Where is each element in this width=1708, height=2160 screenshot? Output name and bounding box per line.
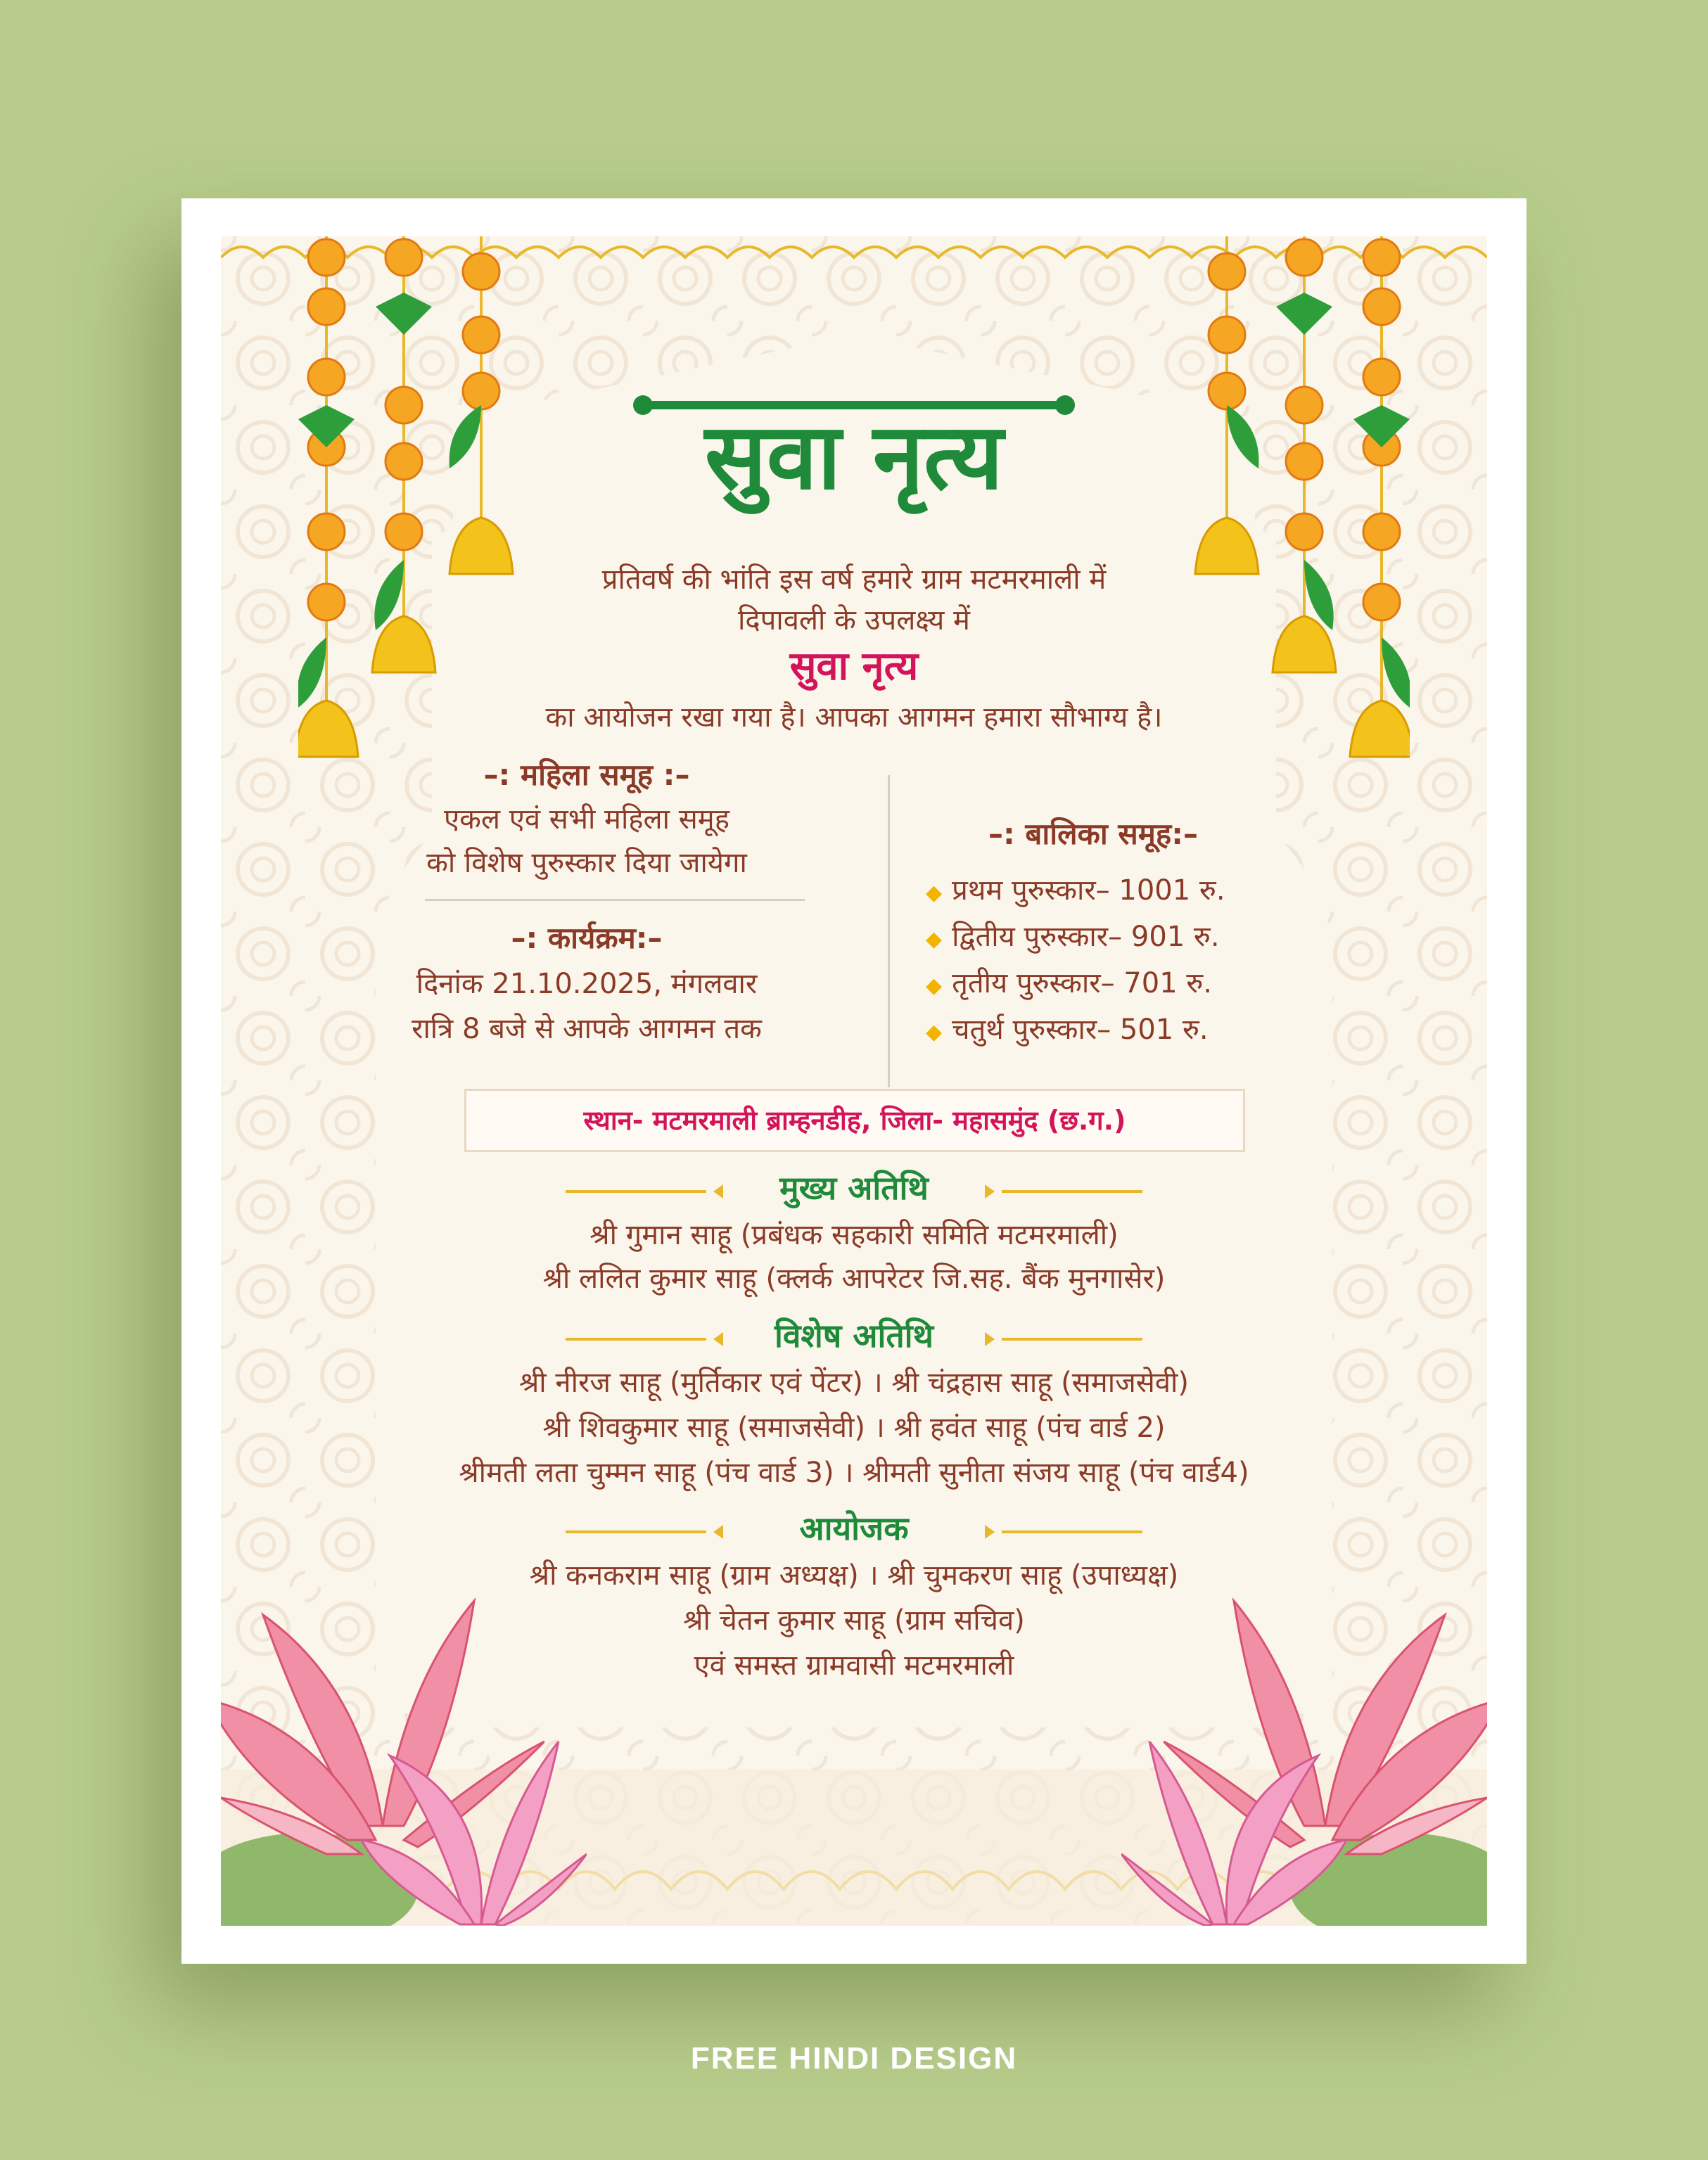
divider (425, 899, 805, 901)
organizer-line: श्री कनकराम साहू (ग्राम अध्यक्ष) । श्री चुमकरण साहू (उपाध्यक्ष) (529, 1559, 1179, 1592)
special-guest-heading: विशेष अतिथि (775, 1317, 933, 1355)
diamond-bullet-icon: ◆ (926, 881, 943, 905)
chief-guest-line: श्री ललित कुमार साहू (क्लर्क आपरेटर जि.सह. बैंक मुनगासेर) (542, 1263, 1166, 1295)
prize-item: ◆ चतुर्थ पुरुस्कार– 501 रु. (926, 1014, 1209, 1046)
diamond-bullet-icon: ◆ (926, 973, 943, 998)
women-group-line-2: को विशेष पुरुस्कार दिया जायेगा (426, 847, 747, 879)
invitation-paper (221, 236, 1487, 1926)
chief-guest-heading: मुख्य अतिथि (779, 1169, 929, 1207)
program-heading: –: कार्यक्रम:– (511, 921, 663, 955)
girls-group-heading: –: बालिका समूह:– (988, 817, 1198, 851)
lotus-flower-icon (1121, 1699, 1346, 1926)
invitation-card (181, 198, 1527, 1964)
special-guest-line: श्री नीरज साहू (मुर्तिकार एवं पेंटर) । श्री चंद्रहास साहू (समाजसेवी) (518, 1367, 1189, 1399)
prize-item: ◆ प्रथम पुरुस्कार– 1001 रु. (926, 874, 1225, 907)
organizer-heading: आयोजक (799, 1509, 909, 1547)
special-guest-line: श्रीमती लता चुम्मन साहू (पंच वार्ड 3) । श्रीमती सुनीता संजय साहू (पंच वार्ड4) (459, 1457, 1249, 1489)
women-group-heading: –: महिला समूह :– (483, 758, 690, 792)
diamond-bullet-icon: ◆ (926, 1020, 943, 1044)
prize-item: ◆ तृतीय पुरुस्कार– 701 रु. (926, 967, 1213, 999)
lotus-flower-icon (362, 1699, 587, 1926)
program-date: दिनांक 21.10.2025, मंगलवार (416, 968, 758, 1000)
footer-label: FREE HINDI DESIGN (690, 2041, 1018, 2076)
venue-box: स्थान- मटमरमाली ब्राम्हनडीह, जिला- महासमुंद (छ.ग.) (464, 1089, 1245, 1152)
column-divider (888, 775, 890, 1087)
diamond-bullet-icon: ◆ (926, 927, 943, 952)
organizer-line: श्री चेतन कुमार साहू (ग्राम सचिव) (683, 1604, 1025, 1637)
program-time: रात्रि 8 बजे से आपके आगमन तक (412, 1013, 762, 1045)
intro-line-2: दिपावली के उपलक्ष्य में (738, 604, 970, 637)
women-group-line-1: एकल एवं सभी महिला समूह (444, 803, 729, 836)
special-guest-line: श्री शिवकुमार साहू (समाजसेवी) । श्री हवंत साहू (पंच वार्ड 2) (542, 1412, 1166, 1444)
chief-guest-line: श्री गुमान साहू (प्रबंधक सहकारी समिति मटमरमाली) (589, 1219, 1119, 1251)
page-title: सुवा नृत्य (704, 402, 1004, 510)
intro-line-3: का आयोजन रखा गया है। आपका आगमन हमारा सौभाग्य है। (545, 701, 1163, 734)
intro-line-1: प्रतिवर्ष की भांति इस वर्ष हमारे ग्राम मटमरमाली में (601, 563, 1107, 596)
prize-item: ◆ द्वितीय पुरुस्कार– 901 रु. (926, 921, 1220, 953)
event-highlight: सुवा नृत्य (789, 644, 919, 689)
organizer-line: एवं समस्त ग्रामवासी मटमरमाली (694, 1649, 1014, 1682)
